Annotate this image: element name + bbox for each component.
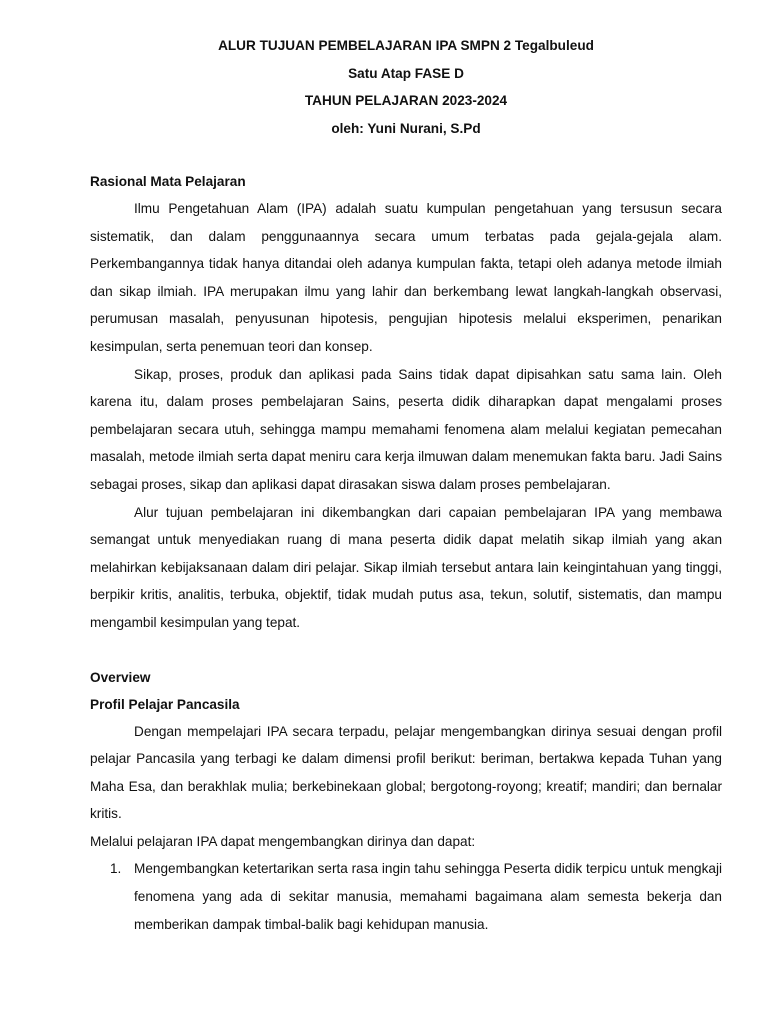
list-item [90, 855, 722, 938]
capability-list [90, 855, 722, 938]
academic-year: TAHUN PELAJARAN 2023-2024 [304, 93, 508, 108]
profil-paragraph: Dengan mempelajari IPA secara terpadu, pelajar mengembangkan dirinya sesuai dengan profil pelajar Pancasila yang terbagi ke dalam dimensi profil berikut: beriman, bertakwa kepada Tuhan yang Maha Esa, dan berakhlak mulia; berkebinekaan global; bergotong-royong; kreatif; mandiri; dan bernalar kritis. [90, 723, 722, 822]
rasional-section [90, 172, 722, 637]
document-title-block [90, 36, 722, 146]
list-item-number: 1. [110, 861, 122, 877]
overview-heading: Overview [90, 669, 151, 685]
list-item-text: Mengembangkan ketertarikan serta rasa ingin tahu sehingga Peserta didik terpicu untuk mengkaji fenomena yang ada di sekitar manusia, memahami bagaimana alam semesta bekerja dan memberikan dampak timbal-balik bagi kehidupan manusia. [134, 861, 722, 932]
rasional-paragraph-1: Ilmu Pengetahuan Alam (IPA) adalah suatu kumpulan pengetahuan yang tersusun secara sistematik, dan dalam penggunaannya secara umum terbatas pada gejala-gejala alam. Perkembangannya tidak hanya ditandai oleh adanya kumpulan fakta, tetapi oleh adanya metode ilmiah dan sikap ilmiah. IPA merupakan ilmu yang lahir dan berkembang lewat langkah-langkah observasi, perumusan masalah, penyusunan hipotesis, pengujian hipotesis melalui eksperimen, penarikan kesimpulan, serta penemuan teori dan konsep. [90, 201, 722, 354]
rasional-heading: Rasional Mata Pelajaran [90, 174, 246, 189]
document-page [90, 36, 722, 938]
overview-section [90, 668, 722, 939]
document-title: ALUR TUJUAN PEMBELAJARAN IPA SMPN 2 Tegalbuleud [218, 38, 594, 53]
document-subtitle: Satu Atap FASE D [348, 65, 464, 81]
profil-heading: Profil Pelajar Pancasila [90, 696, 240, 712]
rasional-paragraph-2: Sikap, proses, produk dan aplikasi pada Sains tidak dapat dipisahkan satu sama lain. Oleh karena itu, dalam proses pembelajaran Sains, peserta didik diharapkan dapat mengalami proses pembelajaran secara utuh, sehingga mampu memahami fenomena alam melalui kegiatan pemecahan masalah, metode ilmiah serta dapat meniru cara kerja ilmuwan dalam menemukan fakta baru. Jadi Sains sebagai proses, sikap dan aplikasi dapat dirasakan siswa dalam proses pembelajaran. [90, 366, 722, 492]
author-line: oleh: Yuni Nurani, S.Pd [331, 120, 481, 136]
overview-intro: Melalui pelajaran IPA dapat mengembangkan dirinya dan dapat: [90, 833, 476, 849]
rasional-paragraph-3: Alur tujuan pembelajaran ini dikembangkan dari capaian pembelajaran IPA yang membawa semangat untuk menyediakan ruang di mana peserta didik dapat melatih sikap ilmiah yang akan melahirkan kebijaksanaan dalam diri pelajar. Sikap ilmiah tersebut antara lain keingintahuan yang tinggi, berpikir kritis, analitis, terbuka, objektif, tidak mudah putus asa, tekun, solutif, sistematis, dan mampu mengambil kesimpulan yang tepat. [90, 504, 722, 630]
